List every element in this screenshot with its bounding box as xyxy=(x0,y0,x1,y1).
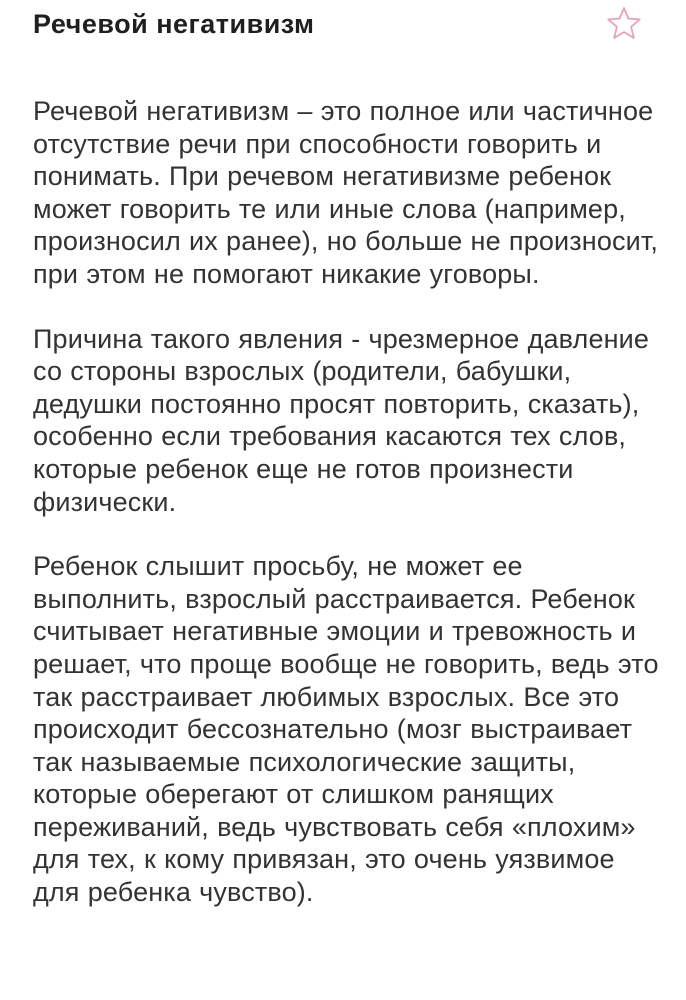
article-paragraph: Ребенок слышит просьбу, не может ее выполнить, взрослый расстраивается. Ребенок считывает негативные эмоции и тревожность и решает, что проще вообще не говорить, ведь это так расстраивает любимых взрослых. Все это происходит бессознательно (мозг выстраивает так называемые психологические защиты, которые оберегают от слишком ранящих переживаний, ведь чувствовать себя «плохим» для тех, к кому привязан, это очень уязвимое для ребенка чувство). xyxy=(33,551,659,908)
star-outline-icon xyxy=(604,4,644,44)
page-title: Речевой негативизм xyxy=(33,9,315,39)
article-body xyxy=(33,95,663,941)
favorite-button[interactable] xyxy=(604,4,644,44)
article-paragraph: Причина такого явления - чрезмерное давление со стороны взрослых (родители, бабушки, дедушки постоянно просят повторить, сказать), особенно если требования касаются тех слов, которые ребенок еще не готов произнести физически. xyxy=(33,323,650,517)
article-header xyxy=(0,0,686,60)
article-paragraph: Речевой негативизм – это полное или частичное отсутствие речи при способности говорить и понимать. При речевом негативизме ребенок может говорить те или иные слова (например, произносил их ранее), но больше не произносит, при этом не помогают никакие уговоры. xyxy=(33,96,659,289)
